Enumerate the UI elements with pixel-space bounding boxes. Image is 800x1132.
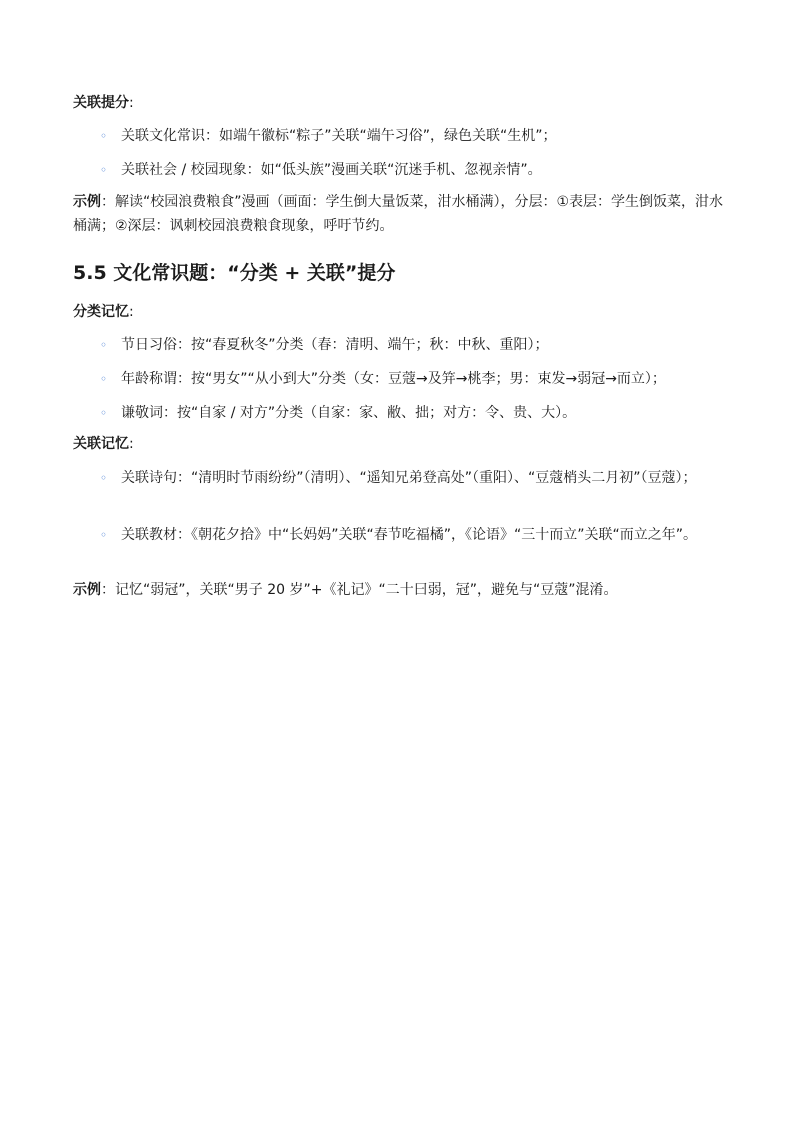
example-paragraph — [73, 578, 733, 602]
hollow-circle-bullet-icon: ◦ — [100, 471, 108, 485]
list-item — [100, 158, 740, 182]
list-item — [100, 367, 740, 391]
list-item — [100, 401, 740, 425]
hollow-circle-bullet-icon: ◦ — [100, 129, 108, 143]
hollow-circle-bullet-icon: ◦ — [100, 338, 108, 352]
example-paragraph — [73, 190, 733, 238]
label-text: 关联记忆 — [73, 436, 129, 452]
list-item-text: 关联教材：《朝花夕拾》中“长妈妈”关联“春节吃福橘”，《论语》“三十而立”关联“而立之年”。 — [121, 527, 698, 543]
example-text: ：记忆“弱冠”，关联“男子 20 岁”+《礼记》“二十曰弱，冠”，避免与“豆蔻”混淆。 — [101, 582, 618, 598]
list-item-text: 关联社会 / 校园现象：如“低头族”漫画关联“沉迷手机、忽视亲情”。 — [121, 162, 542, 178]
list-item-text: 谦敬词：按“自家 / 对方”分类（自家：家、敝、拙；对方：令、贵、大）。 — [121, 405, 577, 421]
list-item — [100, 124, 740, 148]
hollow-circle-bullet-icon: ◦ — [100, 528, 108, 542]
section-heading: 5.5 文化常识题：“分类 + 关联”提分 — [73, 262, 396, 284]
label-colon: : — [129, 436, 134, 452]
section-label-classification — [73, 301, 733, 323]
hollow-circle-bullet-icon: ◦ — [100, 406, 108, 420]
section-label-association-memory — [73, 433, 733, 455]
list-item-text: 年龄称谓：按“男女”“从小到大”分类（女：豆蔻→及笄→桃李；男：束发→弱冠→而立）； — [121, 371, 666, 387]
list-item — [100, 333, 740, 357]
label-text: 分类记忆 — [73, 304, 129, 320]
example-label: 示例 — [73, 194, 101, 210]
hollow-circle-bullet-icon: ◦ — [100, 372, 108, 386]
list-item — [100, 523, 740, 571]
list-item — [100, 466, 740, 514]
section-label-association — [73, 92, 733, 114]
label-colon: : — [129, 95, 134, 111]
list-item-text: 关联文化常识：如端午徽标“粽子”关联“端午习俗”，绿色关联“生机”； — [121, 128, 557, 144]
list-item-text: 节日习俗：按“春夏秋冬”分类（春：清明、端午；秋：中秋、重阳）； — [121, 337, 549, 353]
example-label: 示例 — [73, 582, 101, 598]
list-item-text: 关联诗句：“清明时节雨纷纷”（清明）、“遥知兄弟登高处”（重阳）、“豆蔻梢头二月初”（豆蔻）； — [121, 470, 697, 486]
label-text: 关联提分 — [73, 95, 129, 111]
label-colon: : — [129, 304, 134, 320]
hollow-circle-bullet-icon: ◦ — [100, 163, 108, 177]
example-text: ：解读“校园浪费粮食”漫画（画面：学生倒大量饭菜，泔水桶满），分层：①表层：学生倒饭菜，泔水桶满；②深层：讽刺校园浪费粮食现象，呼吁节约。 — [73, 194, 724, 234]
